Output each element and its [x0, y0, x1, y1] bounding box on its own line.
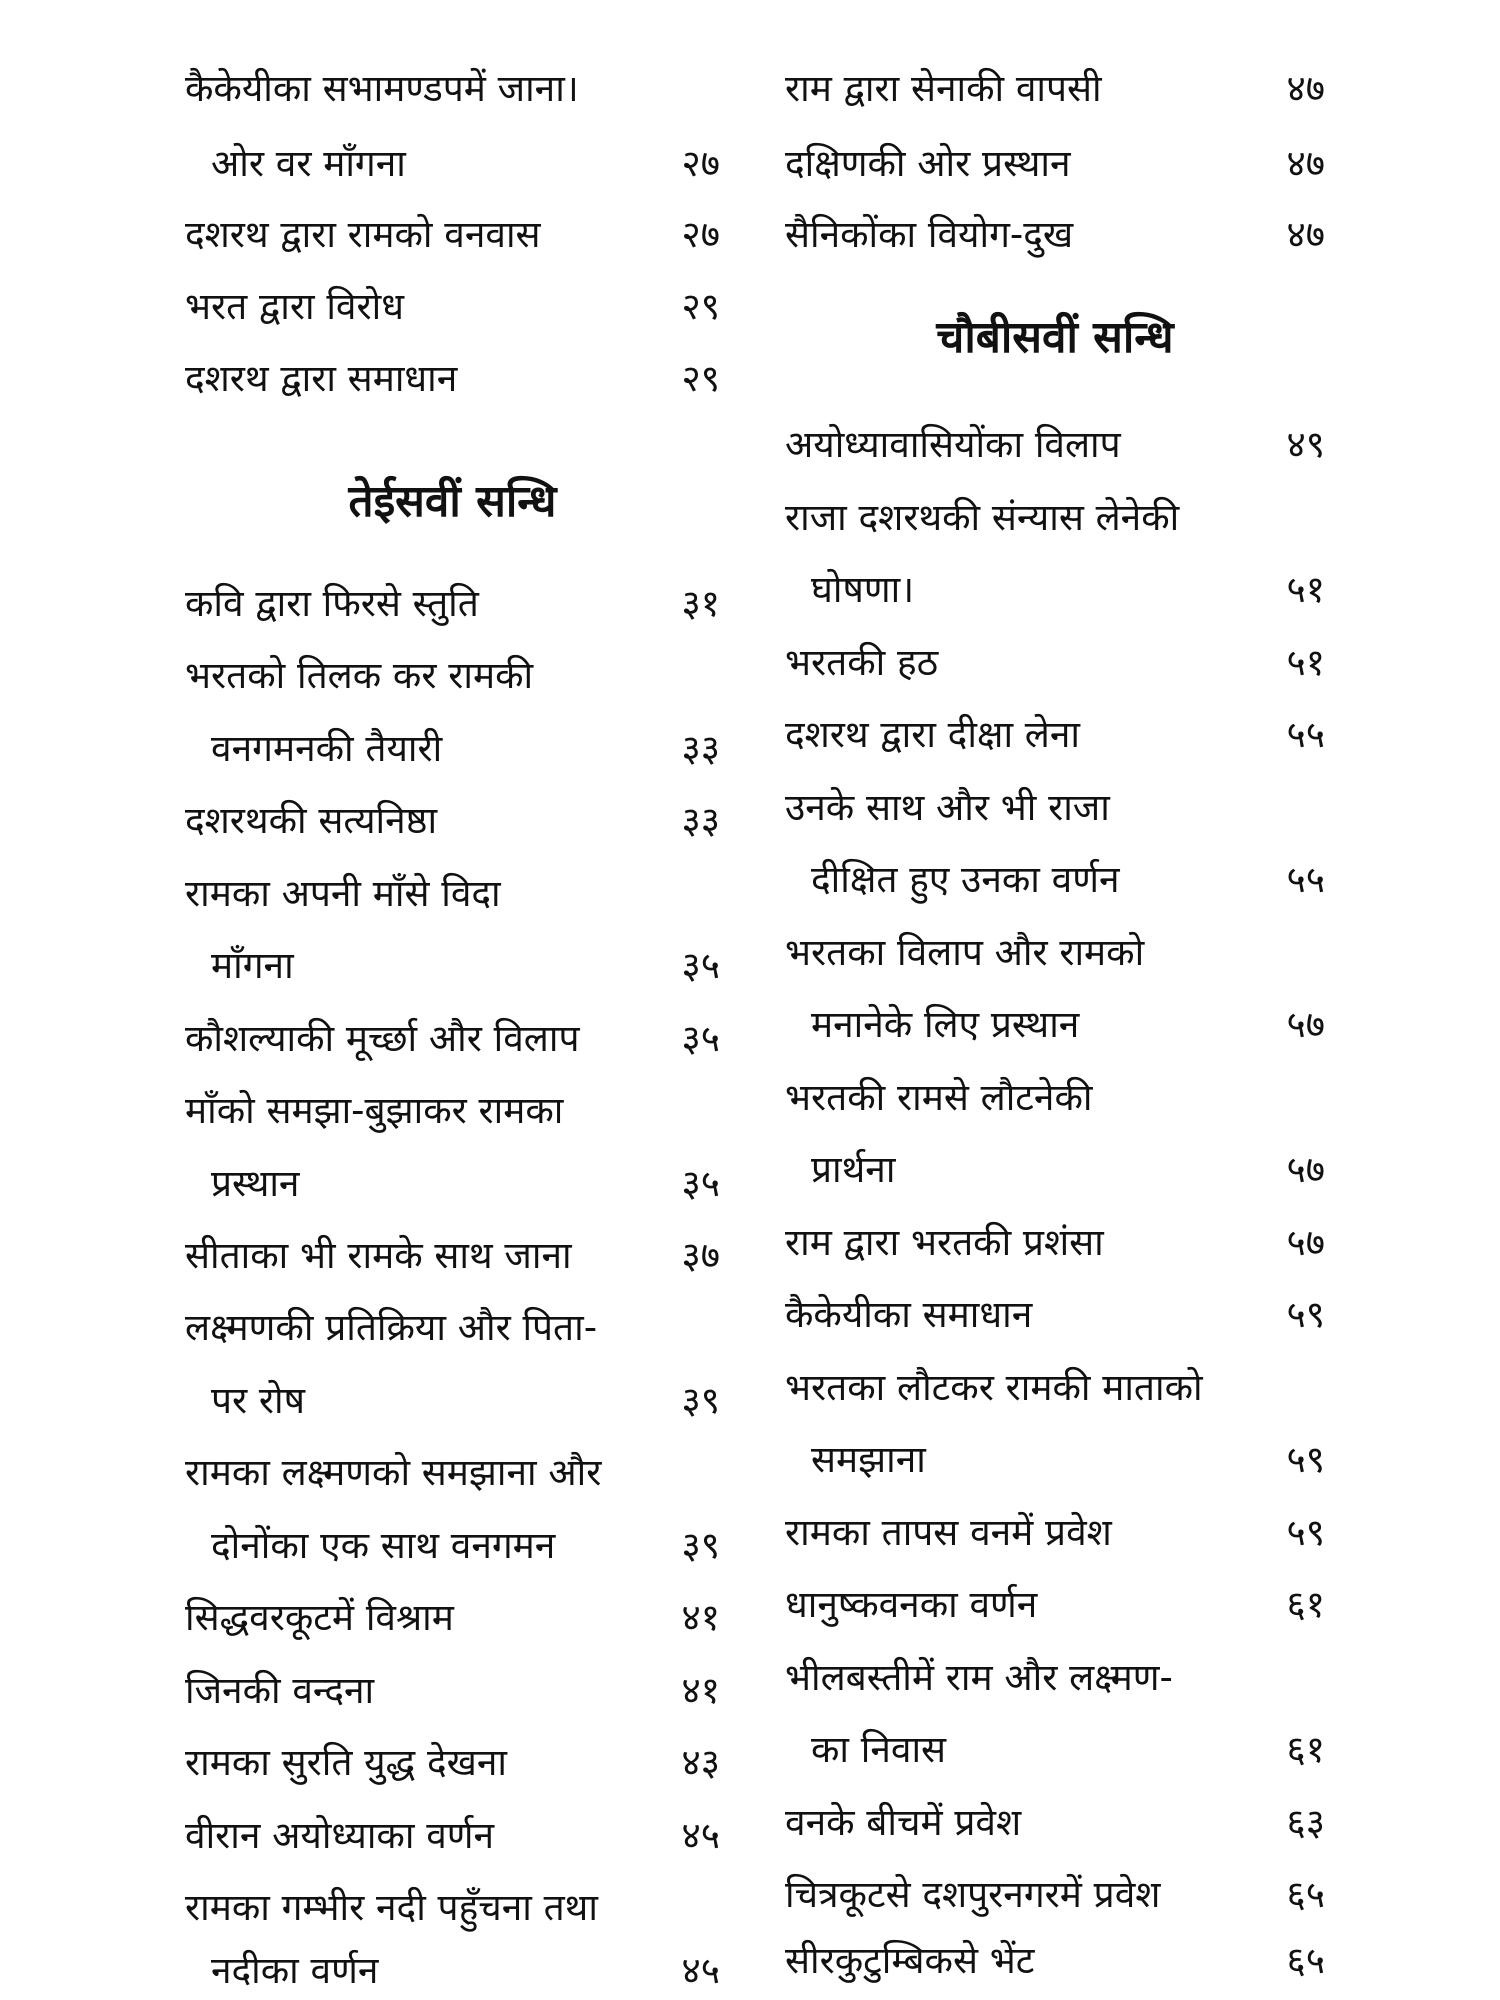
entry-title: लक्ष्मणकी प्रतिक्रिया और पिता-	[185, 1305, 598, 1349]
toc-entry	[785, 1067, 1325, 1127]
entry-title: दशरथकी सत्यनिष्ठा	[185, 798, 438, 842]
entry-page: ४७	[1286, 141, 1325, 185]
entry-title: दशरथ द्वारा समाधान	[185, 356, 458, 400]
entry-title: सीरकुटुम्बिकसे भेंट	[785, 1938, 1035, 1982]
toc-entry	[785, 1930, 1325, 1990]
toc-entry	[785, 1574, 1325, 1634]
toc-entry	[185, 1297, 720, 1357]
entry-title: सैनिकोंका वियोग-दुख	[785, 212, 1074, 256]
toc-entry	[185, 1805, 720, 1865]
toc-entry	[185, 1940, 720, 2000]
entry-title: कौशल्याकी मूर्च्छा और विलाप	[185, 1016, 580, 1060]
entry-page: ५९	[1286, 1437, 1325, 1481]
entry-page: ४१	[681, 1668, 720, 1712]
entry-title: मनानेके लिए प्रस्थान	[811, 1002, 1080, 1046]
toc-entry	[185, 1515, 720, 1575]
entry-title: प्रार्थना	[811, 1147, 896, 1191]
toc-entry	[185, 935, 720, 995]
toc-entry	[185, 1877, 720, 1937]
entry-page: ५७	[1286, 1002, 1325, 1046]
entry-page: २९	[681, 356, 720, 400]
entry-page: ४९	[1286, 422, 1325, 466]
toc-entry	[785, 487, 1325, 547]
entry-title: घोषणा।	[811, 567, 915, 611]
toc-entry	[185, 1660, 720, 1720]
toc-entry	[785, 994, 1325, 1054]
entry-title: कवि द्वारा फिरसे स्तुति	[185, 581, 479, 625]
entry-title: भरतका लौटकर रामकी माताको	[785, 1365, 1203, 1409]
entry-page: ३३	[681, 798, 720, 842]
entry-page: ४५	[681, 1813, 720, 1857]
entry-title: दशरथ द्वारा दीक्षा लेना	[785, 712, 1080, 756]
entry-page: ६१	[1286, 1582, 1325, 1626]
entry-title: वनगमनकी तैयारी	[211, 726, 443, 770]
entry-page: ४३	[681, 1740, 720, 1784]
entry-title: अयोध्यावासियोंका विलाप	[785, 422, 1121, 466]
entry-page: ५१	[1286, 567, 1325, 611]
entry-page: ३७	[681, 1233, 720, 1277]
toc-entry	[185, 1732, 720, 1792]
toc-entry	[185, 645, 720, 705]
toc-entry	[785, 1212, 1325, 1272]
entry-page: ५७	[1286, 1220, 1325, 1264]
entry-title: रामका लक्ष्मणको समझाना और	[185, 1450, 602, 1494]
toc-entry	[185, 1442, 720, 1502]
entry-page: ५९	[1286, 1292, 1325, 1336]
entry-title: भीलबस्तीमें राम और लक्ष्मण-	[785, 1655, 1173, 1699]
entry-page: ४७	[1286, 66, 1325, 110]
toc-entry	[185, 1153, 720, 1213]
toc-entry	[785, 1284, 1325, 1344]
toc-entry	[185, 1370, 720, 1430]
entry-page: ६५	[1286, 1938, 1325, 1982]
entry-page: ६५	[1286, 1872, 1325, 1916]
toc-entry	[185, 1080, 720, 1140]
entry-page: ५५	[1286, 712, 1325, 756]
entry-title: भरत द्वारा विरोध	[185, 284, 404, 328]
entry-title: माँगना	[211, 943, 294, 987]
entry-title: कैकेयीका सभामण्डपमें जाना।	[185, 66, 579, 110]
toc-entry	[785, 1429, 1325, 1489]
entry-page: ३५	[681, 1161, 720, 1205]
toc-entry	[185, 1225, 720, 1285]
entry-title: दीक्षित हुए उनका वर्णन	[811, 857, 1120, 901]
entry-title: रामका अपनी माँसे विदा	[185, 871, 501, 915]
toc-entry	[785, 777, 1325, 837]
entry-page: ३९	[681, 1523, 720, 1567]
entry-title: राम द्वारा सेनाकी वापसी	[785, 66, 1102, 110]
toc-entry	[185, 58, 720, 118]
toc-entry	[785, 632, 1325, 692]
toc-entry	[785, 1792, 1325, 1852]
entry-page: ३९	[681, 1378, 720, 1422]
toc-entry	[185, 204, 720, 264]
toc-entry	[785, 414, 1325, 474]
entry-title: रामका गम्भीर नदी पहुँचना तथा	[185, 1885, 598, 1929]
toc-entry	[185, 790, 720, 850]
entry-page: ३५	[681, 1016, 720, 1060]
entry-page: २७	[681, 141, 720, 185]
entry-title: धानुष्कवनका वर्णन	[785, 1582, 1038, 1626]
toc-entry	[785, 849, 1325, 909]
entry-title: कैकेयीका समाधान	[785, 1292, 1033, 1336]
toc-entry	[185, 1587, 720, 1647]
entry-title: माँको समझा-बुझाकर रामका	[185, 1088, 564, 1132]
toc-entry	[185, 133, 720, 193]
entry-title: दक्षिणकी ओर प्रस्थान	[785, 141, 1071, 185]
entry-page: २९	[681, 284, 720, 328]
entry-page: ६१	[1286, 1727, 1325, 1771]
toc-entry	[785, 1357, 1325, 1417]
toc-entry	[785, 704, 1325, 764]
entry-page: ५७	[1286, 1147, 1325, 1191]
entry-title: प्रस्थान	[211, 1161, 300, 1205]
toc-entry	[785, 1139, 1325, 1199]
section-heading: चौबीसवीं सन्धि	[936, 312, 1174, 363]
toc-entry	[185, 348, 720, 408]
entry-page: ३१	[681, 581, 720, 625]
entry-title: भरतकी रामसे लौटनेकी	[785, 1075, 1093, 1119]
entry-title: भरतकी हठ	[785, 640, 939, 684]
toc-entry	[785, 1719, 1325, 1779]
toc-entry	[185, 276, 720, 336]
toc-entry	[185, 1008, 720, 1068]
toc-entry	[185, 718, 720, 778]
entry-title: समझाना	[811, 1437, 926, 1481]
section-heading: तेईसवीं सन्धि	[348, 476, 557, 527]
toc-entry	[785, 922, 1325, 982]
toc-entry	[185, 573, 720, 633]
entry-title: राजा दशरथकी संन्यास लेनेकी	[785, 495, 1180, 539]
entry-page: ३३	[681, 726, 720, 770]
toc-entry	[785, 1864, 1325, 1924]
entry-page: ६३	[1286, 1800, 1325, 1844]
toc-entry	[785, 559, 1325, 619]
entry-title: पर रोष	[211, 1378, 306, 1422]
entry-title: दशरथ द्वारा रामको वनवास	[185, 212, 541, 256]
entry-title: भरतको तिलक कर रामकी	[185, 653, 534, 697]
entry-page: ५५	[1286, 857, 1325, 901]
entry-page: ५१	[1286, 640, 1325, 684]
entry-title: उनके साथ और भी राजा	[785, 785, 1110, 829]
entry-title: नदीका वर्णन	[211, 1948, 379, 1992]
entry-title: जिनकी वन्दना	[185, 1668, 375, 1712]
entry-title: दोनोंका एक साथ वनगमन	[211, 1523, 556, 1567]
entry-title: भरतका विलाप और रामको	[785, 930, 1145, 974]
entry-page: ४७	[1286, 212, 1325, 256]
entry-page: ४५	[681, 1948, 720, 1992]
entry-title: वीरान अयोध्याका वर्णन	[185, 1813, 495, 1857]
entry-page: ३५	[681, 943, 720, 987]
entry-title: रामका सुरति युद्ध देखना	[185, 1740, 507, 1784]
toc-entry	[785, 1502, 1325, 1562]
entry-title: वनके बीचमें प्रवेश	[785, 1800, 1022, 1844]
entry-page: २७	[681, 212, 720, 256]
entry-title: सिद्धवरकूटमें विश्राम	[185, 1595, 454, 1639]
entry-page: ५९	[1286, 1510, 1325, 1554]
toc-entry	[785, 204, 1325, 264]
toc-entry	[785, 133, 1325, 193]
entry-title: चित्रकूटसे दशपुरनगरमें प्रवेश	[785, 1872, 1161, 1916]
entry-title: सीताका भी रामके साथ जाना	[185, 1233, 572, 1277]
toc-entry	[185, 863, 720, 923]
entry-title: का निवास	[811, 1727, 947, 1771]
entry-title: रामका तापस वनमें प्रवेश	[785, 1510, 1112, 1554]
entry-title: राम द्वारा भरतकी प्रशंसा	[785, 1220, 1104, 1264]
toc-entry	[785, 58, 1325, 118]
toc-entry	[785, 1647, 1325, 1707]
entry-title: ओर वर माँगना	[211, 141, 406, 185]
entry-page: ४१	[681, 1595, 720, 1639]
